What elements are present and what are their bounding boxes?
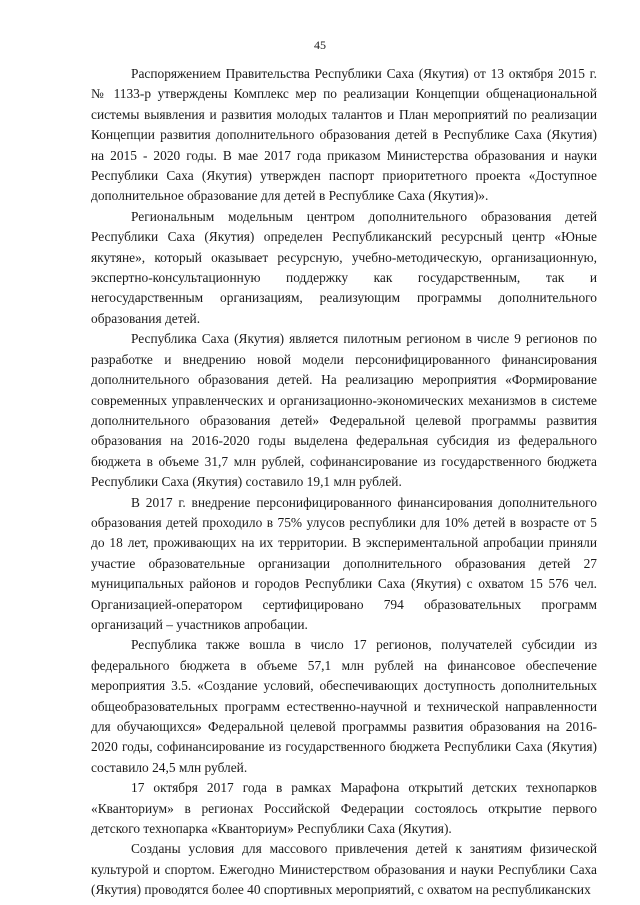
body-text bbox=[91, 64, 597, 901]
paragraph-2: Региональным модельным центром дополнительного образования детей Республики Саха (Якутия) определен Республиканский ресурсный центр «Юные якутяне», который оказывает ресурсную, учебно-методическую, организационную, экспертно-консультационную поддержку как государственным, так и негосударственным организациям, реализующим программы дополнительного образования детей. bbox=[91, 208, 597, 326]
paragraph-4: В 2017 г. внедрение персонифицированного финансирования дополнительного образования детей проходило в 75% улусов республики для 10% детей в возрасте от 5 до 18 лет, проживающих на их территории. В экспериментальной апробации приняли участие образовательные организации дополнительного образования детей 27 муниципальных районов и городов Республики Саха (Якутия) с охватом 15 576 чел. Организацией-оператором сертифицировано 794 образовательных программ организаций – участников апробации. bbox=[91, 494, 597, 632]
paragraph-7: Созданы условия для массового привлечения детей к занятиям физической культурой и спортом. Ежегодно Министерством образования и науки Республики Саха (Якутия) проводятся более 40 спортивных мероприятий, с охватом на республиканских bbox=[91, 841, 597, 898]
paragraph-6: 17 октября 2017 года в рамках Марафона открытий детских технопарков «Кванториум» в регионах Российской Федерации состоялось открытие первого детского технопарка «Кванториум» Республики Саха (Якутия). bbox=[91, 780, 597, 837]
paragraph-1: Распоряжением Правительства Республики Саха (Якутия) от 13 октября 2015 г. № 1133-р утверждены Комплекс мер по реализации Концепции общенациональной системы выявления и развития молодых талантов и План мероприятий по реализации Концепции развития дополнительного образования детей в Республике Саха (Якутия) на 2015 - 2020 годы. В мае 2017 года приказом Министерства образования и науки Республики Саха (Якутия) утвержден паспорт приоритетного проекта «Доступное дополнительное образование для детей в Республике Саха (Якутия)». bbox=[91, 66, 597, 204]
paragraph-5: Республика также вошла в число 17 регионов, получателей субсидии из федерального бюджета в объеме 57,1 млн рублей на финансовое обеспечение мероприятия 3.5. «Создание условий, обеспечивающих доступность дополнительных общеобразовательных программ естественно-научной и технической направленности для обучающихся» Федеральной целевой программы развития образования на 2016-2020 годы, софинансирование из государственного бюджета Республики Саха (Якутия) составило 24,5 млн рублей. bbox=[91, 637, 597, 775]
paragraph-3: Республика Саха (Якутия) является пилотным регионом в числе 9 регионов по разработке и внедрению новой модели персонифицированного финансирования дополнительного образования детей. На реализацию мероприятия «Формирование современных управленческих и организационно-экономических механизмов в системе дополнительного образования детей» Федеральной целевой программы развития образования на 2016-2020 годы выделена федеральная субсидия из федерального бюджета в объеме 31,7 млн рублей, софинансирование из государственного бюджета Республики Саха (Якутия) составило 19,1 млн рублей. bbox=[91, 331, 597, 490]
page-number: 45 bbox=[314, 38, 326, 52]
